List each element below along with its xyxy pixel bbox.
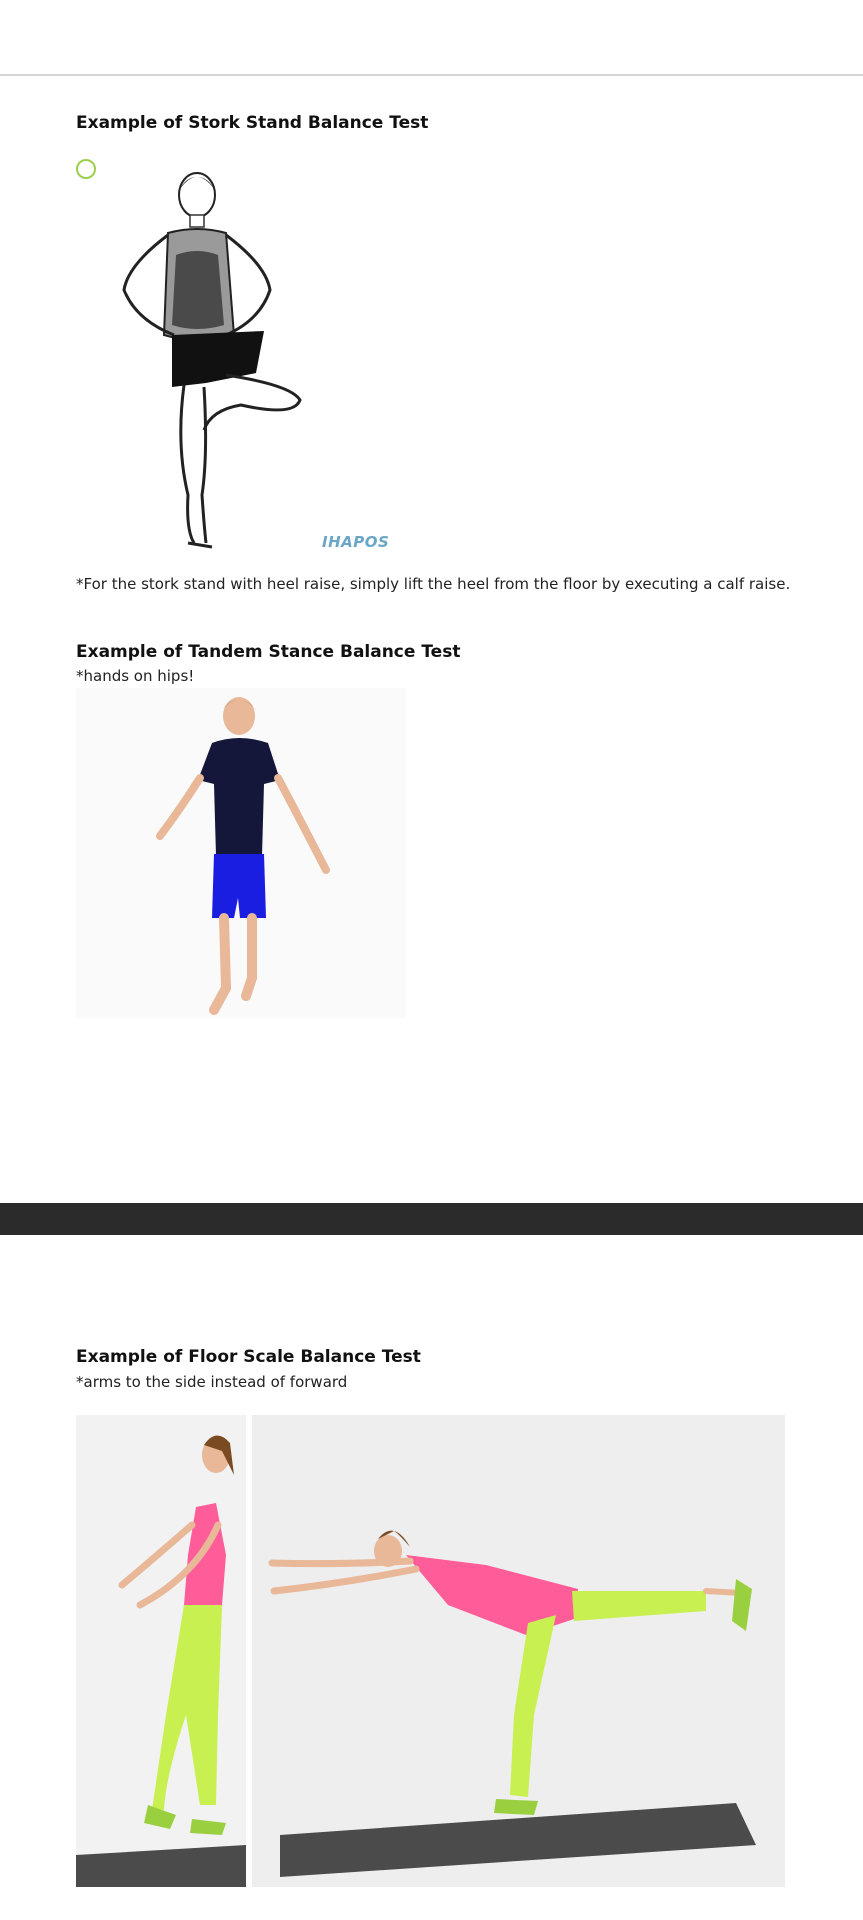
tandem-stance-heading: Example of Tandem Stance Balance Test xyxy=(76,642,461,662)
stork-stand-figure xyxy=(76,155,406,555)
floor-scale-heading: Example of Floor Scale Balance Test xyxy=(76,1347,421,1367)
tandem-stance-figure xyxy=(76,688,406,1018)
tandem-stance-image xyxy=(76,688,406,1018)
page-gap-bar xyxy=(0,1203,863,1235)
floor-scale-note: *arms to the side instead of forward xyxy=(76,1373,348,1391)
page-top-rule xyxy=(0,74,863,76)
document-page-2 xyxy=(0,1235,863,1920)
floor-scale-image xyxy=(76,1415,785,1887)
tandem-stance-note: *hands on hips! xyxy=(76,667,195,685)
stork-stand-heading: Example of Stork Stand Balance Test xyxy=(76,113,429,133)
logo-badge-icon xyxy=(76,159,96,179)
stork-stand-image xyxy=(76,155,406,555)
stork-stand-note: *For the stork stand with heel raise, simply lift the heel from the floor by executing a calf raise. xyxy=(76,575,791,593)
floor-scale-figure xyxy=(76,1415,785,1887)
stork-watermark: IHAPOS xyxy=(322,533,390,551)
